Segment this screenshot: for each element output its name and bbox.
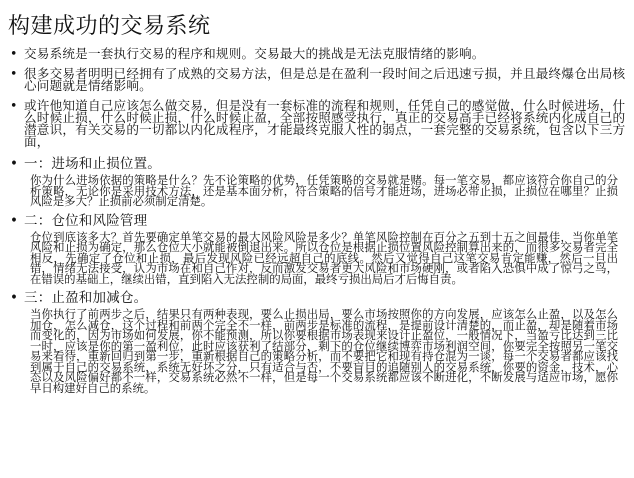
section-heading-takeprofit-scaling: • 三：止盈和加减仓。 xyxy=(8,290,628,306)
bullet-item: • 很多交易者明明已经拥有了成熟的交易方法，但是总是在盈利一段时间之后迅速亏损，并且最终爆仓出局核心问题就是情绪影响。 xyxy=(8,68,628,92)
bullet-item: • 交易系统是一套执行交易的程序和规则。交易最大的挑战是无法克服情绪的影响。 xyxy=(8,48,628,60)
section-heading-entry-stoploss: • 一：进场和止损位置。 xyxy=(8,156,628,172)
section-body-position-risk: 仓位到底该多大？首先要确定单笔交易的最大风险风险是多少？单笔风险控制在百分之五到十五之间最佳，当你单笔风险和止损为确定，那么仓位大小就能被倒退出来。所以仓位是根据止损位置风险控制算出来的，而很多交易者完全相反，先确定了仓位和止损，最后发现风险已经远超自己的底线。然后又觉得自己这笔交易肯定能赚，然后一旦出错，情绪无法接受，认为市场在和自己作对，反而激发交易者更大风险和市场硬刚，或者陷入恐惧中成了惊弓之鸟，在错误的基础上，继续出错，直到陷入无法控制的局面，最终亏损出局后才后悔自责。 xyxy=(30,229,618,286)
slide-title: 构建成功的交易系统 xyxy=(8,14,211,39)
section-body-entry-stoploss: 你为什么进场依据的策略是什么？先不论策略的优势，任凭策略的交易就是赌。每一笔交易，都应该符合你自己的分析策略，无论你是采用技术方法，还是基本面分析，符合策略的信号才能进场，进场必带止损，止损位在哪里？止损风险是多大？止损前必须制定清楚。 xyxy=(30,173,618,208)
bullet-item: • 或许他知道自己应该怎么做交易，但是没有一套标准的流程和规则，任凭自己的感觉做，什么时候进场，什么时候止损，什么时候止损，什么时候止盈，全部按照感受执行，真正的交易高手已经将系统内化成自己的潜意识，有关交易的一切都以内化成程序，才能最终克服人性的弱点，一套完整的交易系统，包含以下三方面， xyxy=(8,100,628,148)
section-body-takeprofit-scaling: 当你执行了前两步之后，结果只有两种表现，要么止损出局，要么市场按照你的方向发展，应该怎么止盈，以及怎么加仓，怎么减仓，这个过程和前两个完全不一样，前两步是标准的流程，是提前设计清楚的，而止盈，却是随着市场而变化的，因为市场如何发展，你不能预测，所以你要根据市场表现来设计止盈位，一般情况下，当盈亏比达到三比一时，应该是你的第一盈利位，此时应该获利了结部分，剩下的仓位继续博弈市场利润空间，你要完全按照另一笔交易来看待，重新回归到第一步，重新根据自己的策略分析，而不要把它和现有持仓混为一谈，每一个交易者都应该找到属于自己的交易系统，系统无好坏之分，只有适合与否，不要盲目的追随别人的交易系统，你要的资金，技术，心态以及风险偏好都不一样，交易系统必然不一样，但是每一个交易系统都应该不断进化，不断发展与适应市场，愿你早日构建好自己的系统。 xyxy=(30,307,618,395)
slide-content xyxy=(8,48,628,399)
section-heading-position-risk: • 二：仓位和风险管理 xyxy=(8,213,628,229)
